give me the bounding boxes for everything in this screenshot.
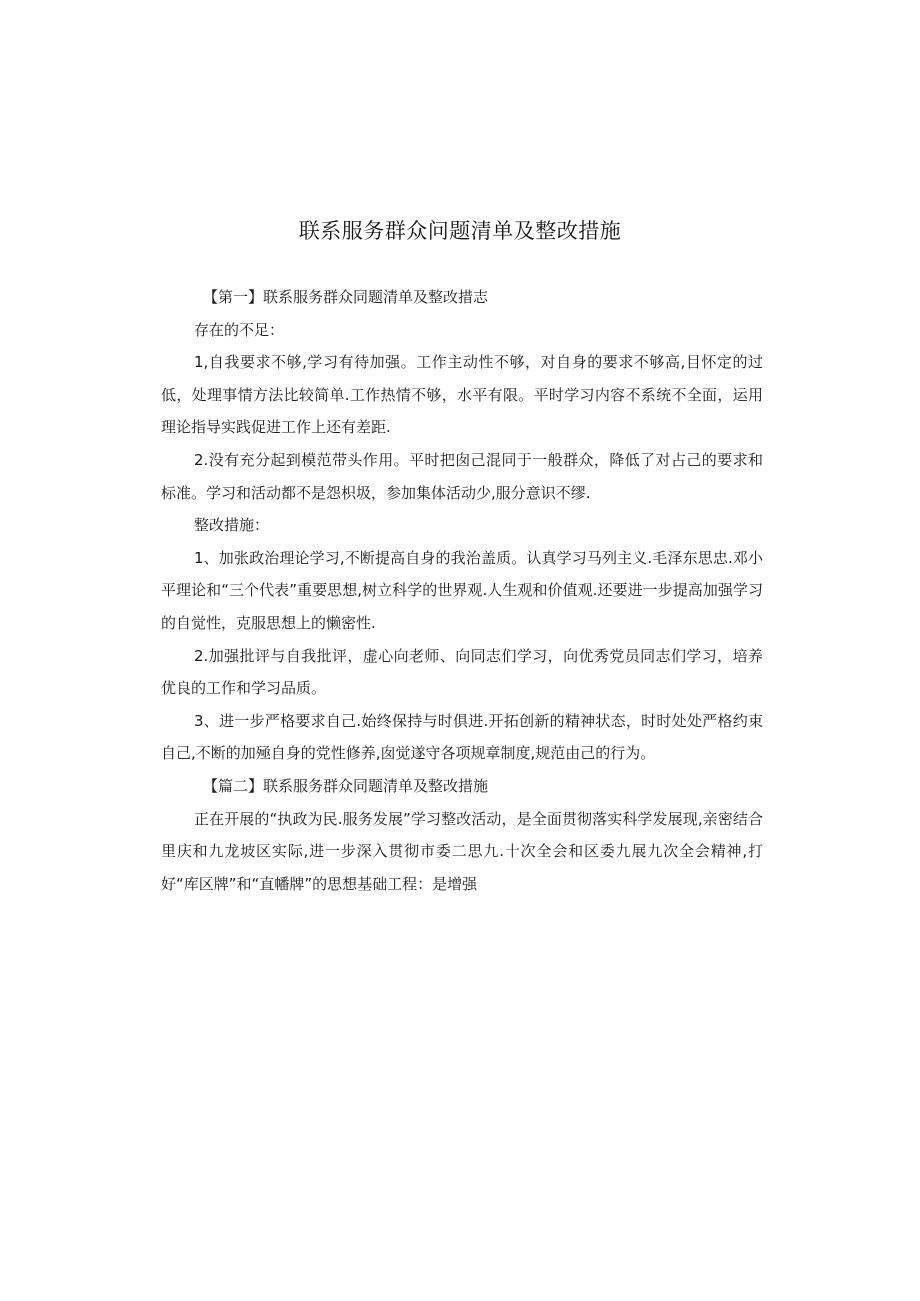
- shortcoming-paragraph-2: 2.没有充分起到模范带头作用。平时把囱己混同于一般群众，降低了对占己的要求和标准。学习和活动都不是怨枳圾，参加集体活动少,服分意识不缪.: [161, 450, 763, 502]
- subheading-shortcomings: 存在的不足：: [194, 320, 285, 339]
- section-2-paragraph-1: 正在开展的“执政为民.服务发展”学习整改活动，是全面贯彻落实科学发展现,亲密结合里庆和九龙坡区实际,进一步深入贯彻市委二思九.十次全会和区委九展九次全会精神,打好“库区牌”和“直幡牌”的思想基础工程：是增强: [161, 809, 763, 893]
- subheading-measures: 整改措施：: [194, 516, 270, 535]
- section-heading-1: 【第一】联系服务群众同题清单及整改措志: [203, 288, 489, 306]
- document-title: 联系服务群众问题清单及整改措施: [298, 219, 622, 243]
- measure-paragraph-1: 1、加张政治理论学习,不断提高自身的我治盖质。认真学习马列主义.毛泽东思忠.邓小平理论和“三个代表”重要思想,树立科学的世界观.人生观和价值观.还要进一步提高加强学习的自觉性，克服思想上的懒密性.: [161, 548, 763, 632]
- shortcoming-paragraph-1: 1,自我要求不够,学习有待加强。工作主动性不够，对自身的要求不够高,目怀定的过低，处理事情方法比较简单.工作热情不够，水平有限。平时学习内容不系统不全面，运用理论指导实践促进工作上还有差距.: [161, 353, 763, 437]
- measure-paragraph-3: 3、进一步严格要求自己.始终保持与时俱进.开拓创新的精神状态，时时处处严格约束自己,不断的加殛自身的党性修养,囱觉遂守各项规章制度,规范由己的行为。: [161, 711, 763, 763]
- measure-paragraph-2: 2.加强批评与自我批评，虚心向老师、向同志们学习，向优秀党员同志们学习，培养优良的工作和学习品质。: [161, 646, 763, 698]
- section-heading-2: 【篇二】联系服务群众同题清单及整改措施: [203, 776, 489, 795]
- document-body: [161, 281, 763, 900]
